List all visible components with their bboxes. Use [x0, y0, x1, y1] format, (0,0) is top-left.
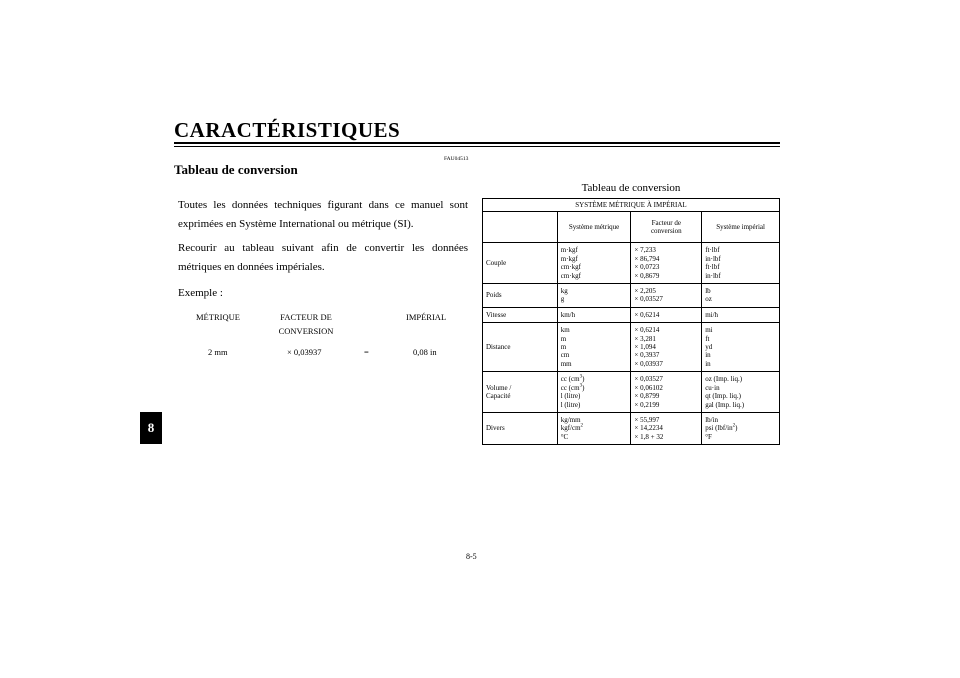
- conversion-factor: × 0,2199: [634, 400, 660, 409]
- imperial-cell-couple: [702, 243, 780, 284]
- metric-cell-divers: [557, 412, 631, 444]
- page-number: 8-5: [466, 552, 477, 561]
- conversion-factor: × 0,03527: [634, 375, 663, 384]
- factor-cell-distance: [631, 323, 702, 372]
- category-volume-line-2: Capacité: [486, 392, 511, 401]
- document-code: FAU04513: [444, 156, 469, 162]
- page-header-title: CARACTÉRISTIQUES: [174, 118, 401, 142]
- conversion-factor: × 0,03527: [634, 295, 663, 304]
- imperial-unit: ft·lbf: [705, 263, 720, 272]
- category-volume: [483, 372, 558, 413]
- superscript: 2: [732, 423, 736, 429]
- conversion-table: [482, 198, 780, 445]
- intro-paragraph-1: Toutes les données techniques figurant dans ce manuel sont exprimées en Système International ou métrique (SI).: [178, 199, 468, 230]
- imperial-cell-divers: [702, 412, 780, 444]
- imperial-unit-text: psi (lbf/in: [705, 424, 733, 433]
- imperial-unit: in·lbf: [705, 254, 721, 263]
- metric-unit: l (litre): [560, 392, 581, 401]
- metric-unit: m·kgf: [560, 246, 578, 255]
- metric-cell-volume: [557, 372, 631, 413]
- conversion-factor: × 0,03937: [634, 359, 663, 368]
- conversion-factor: × 0,0723: [634, 263, 660, 272]
- table-row-volume: [483, 372, 780, 413]
- conversion-factor: × 2,205: [634, 287, 656, 296]
- imperial-unit: ft: [705, 334, 710, 343]
- metric-unit-close: ): [582, 375, 585, 384]
- conversion-factor: × 3,281: [634, 334, 656, 343]
- conversion-factor: × 1,8 + 32: [634, 432, 664, 441]
- imperial-unit: in·lbf: [705, 271, 721, 280]
- superscript: 3: [579, 374, 583, 380]
- conversion-factor: × 86,794: [634, 254, 660, 263]
- factor-cell-poids: [631, 284, 702, 308]
- category-poids: Poids: [483, 284, 558, 308]
- imperial-unit: mi: [705, 326, 713, 335]
- factor-cell-divers: [631, 412, 702, 444]
- metric-unit: l (litre): [560, 400, 581, 409]
- metric-unit: cm: [560, 351, 570, 360]
- factor-cell-couple: [631, 243, 702, 284]
- superscript: 2: [580, 423, 584, 429]
- example-metric-value: 2 mm: [208, 347, 228, 357]
- table-header-row: [483, 199, 780, 212]
- example-equals-sign: =: [364, 347, 369, 357]
- imperial-unit: ft·lbf: [705, 246, 720, 255]
- imperial-unit: in: [705, 359, 711, 368]
- table-row-vitesse: [483, 307, 780, 322]
- metric-unit: km: [560, 326, 570, 335]
- category-distance: Distance: [483, 323, 558, 372]
- metric-unit: m·kgf: [560, 254, 578, 263]
- conversion-factor: × 55,997: [634, 415, 660, 424]
- example-factor-value: × 0,03937: [287, 347, 322, 357]
- example-label: Exemple :: [178, 287, 223, 299]
- imperial-unit: mi/h: [705, 310, 719, 319]
- category-couple: Couple: [483, 243, 558, 284]
- section-title: Tableau de conversion: [174, 162, 298, 177]
- conversion-factor: × 1,094: [634, 343, 656, 352]
- imperial-cell-volume: [702, 372, 780, 413]
- table-row-couple: [483, 243, 780, 284]
- imperial-cell-vitesse: [702, 307, 780, 322]
- conversion-factor: × 0,3937: [634, 351, 660, 360]
- column-header-metric: Système métrique: [557, 212, 631, 243]
- metric-unit-text: cc (cm: [560, 375, 580, 384]
- header-rule-thin: [174, 146, 780, 147]
- table-row-distance: [483, 323, 780, 372]
- imperial-cell-poids: [702, 284, 780, 308]
- column-header-factor: [631, 212, 702, 243]
- category-divers: Divers: [483, 412, 558, 444]
- header-rule-thick: [174, 142, 780, 144]
- imperial-unit: oz (Imp. liq.): [705, 375, 743, 384]
- imperial-unit: cu·in: [705, 383, 720, 392]
- intro-paragraph-2: Recourir au tableau suivant afin de convertir les données métriques en données impériales.: [178, 242, 468, 273]
- table-row-divers: [483, 412, 780, 444]
- metric-unit: cm·kgf: [560, 271, 581, 280]
- imperial-unit: qt (Imp. liq.): [705, 392, 741, 401]
- metric-unit: cm·kgf: [560, 263, 581, 272]
- conversion-factor: × 0,6214: [634, 326, 660, 335]
- metric-unit: kg: [560, 287, 568, 296]
- factor-cell-vitesse: [631, 307, 702, 322]
- metric-unit: [561, 384, 629, 392]
- column-header-imperial: Système impérial: [702, 212, 780, 243]
- conversion-factor: × 0,8799: [634, 392, 660, 401]
- table-column-header-row: [483, 212, 780, 243]
- category-vitesse: Vitesse: [483, 307, 558, 322]
- imperial-unit: lb: [705, 287, 711, 296]
- metric-unit: km/h: [560, 310, 576, 319]
- conversion-factor: × 7,233: [634, 246, 656, 255]
- chapter-tab: 8: [140, 412, 162, 444]
- imperial-unit: oz: [705, 295, 712, 304]
- metric-unit-text: kgf/cm: [560, 424, 581, 433]
- metric-cell-distance: [557, 323, 631, 372]
- metric-unit: m: [560, 343, 567, 352]
- factor-cell-volume: [631, 372, 702, 413]
- example-imperial-value: 0,08 in: [413, 347, 437, 357]
- metric-unit: °C: [560, 432, 569, 441]
- metric-unit: m: [560, 334, 567, 343]
- superscript: 3: [579, 383, 583, 389]
- imperial-unit: yd: [705, 343, 713, 352]
- table-title: Tableau de conversion: [581, 182, 681, 194]
- table-row-poids: [483, 284, 780, 308]
- metric-unit: [561, 424, 629, 432]
- metric-unit: kg/mm: [560, 415, 581, 424]
- metric-unit-close: ): [582, 383, 585, 392]
- metric-cell-poids: [557, 284, 631, 308]
- table-header-cell: SYSTÈME MÉTRIQUE À IMPÉRIAL: [483, 199, 780, 212]
- example-factor-header-line-2: CONVERSION: [278, 326, 334, 336]
- metric-unit: mm: [560, 359, 572, 368]
- imperial-unit: [705, 424, 777, 432]
- imperial-unit: lb/in: [705, 415, 719, 424]
- conversion-factor: × 0,06102: [634, 383, 663, 392]
- column-header-factor-line-1: Facteur de: [651, 219, 681, 227]
- metric-cell-couple: [557, 243, 631, 284]
- imperial-unit: gal (Imp. liq.): [705, 400, 745, 409]
- example-factor-header: [250, 312, 362, 336]
- imperial-cell-distance: [702, 323, 780, 372]
- category-volume-line-1: Volume /: [486, 383, 512, 392]
- imperial-unit: °F: [705, 432, 712, 441]
- example-factor-header-line-1: FACTEUR DE: [280, 312, 332, 322]
- column-header-factor-line-2: conversion: [650, 227, 682, 236]
- example-metric-header: MÉTRIQUE: [196, 312, 240, 322]
- imperial-unit: in: [705, 351, 711, 360]
- example-imperial-header: IMPÉRIAL: [406, 312, 447, 322]
- conversion-factor: × 0,8679: [634, 271, 660, 280]
- imperial-unit-close: ): [735, 424, 738, 433]
- metric-unit-text: cc (cm: [560, 383, 580, 392]
- conversion-factor: × 0,6214: [634, 310, 660, 319]
- metric-unit: g: [560, 295, 565, 304]
- conversion-factor: × 14,2234: [634, 424, 663, 433]
- column-header-empty: [483, 212, 558, 243]
- metric-unit: [561, 375, 629, 383]
- metric-cell-vitesse: [557, 307, 631, 322]
